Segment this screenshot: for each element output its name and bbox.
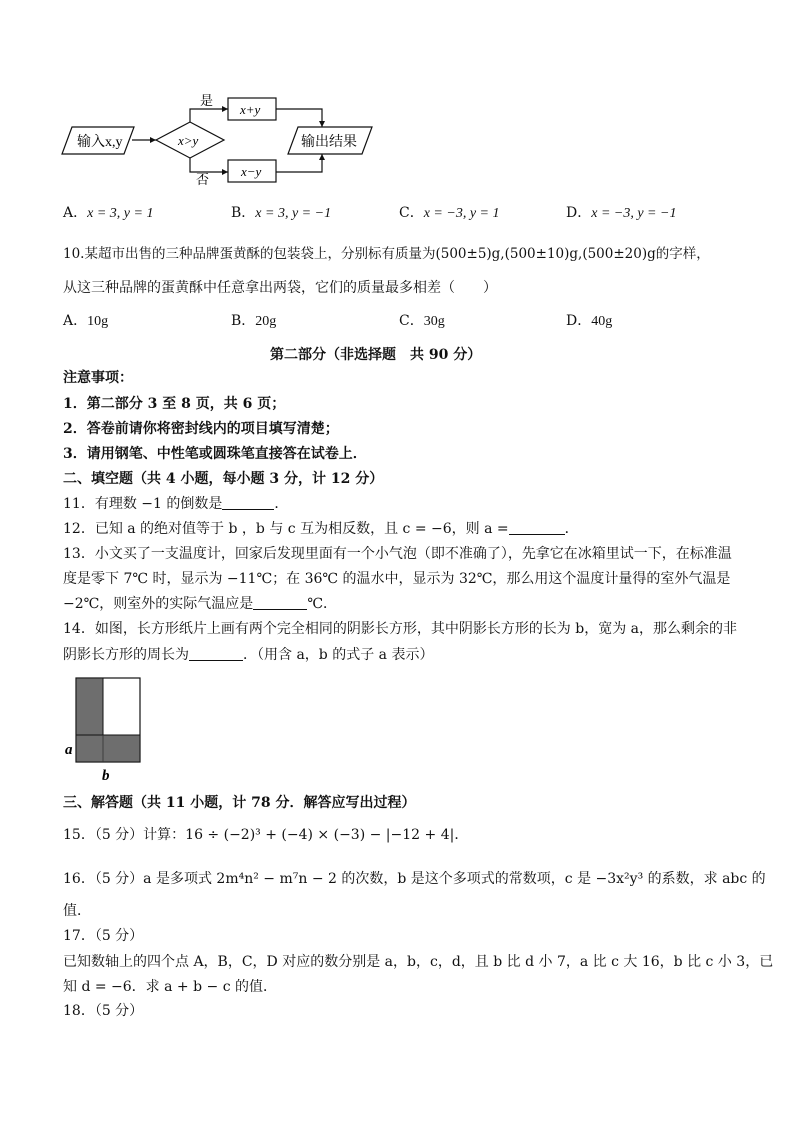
q10-option-a[interactable]: A．10g bbox=[63, 313, 109, 329]
note-1: 1．第二部分 3 至 8 页，共 6 页； bbox=[63, 396, 286, 412]
q17-line1: 已知数轴上的四个点 A，B，C，D 对应的数分别是 a，b，c，d，且 b 比 d 小 7，a 比 c 大 16，b 比 c 小 3，已 bbox=[63, 954, 774, 970]
q17-line2: 知 d = −6．求 a + b − c 的值． bbox=[63, 979, 277, 995]
q13-line3: −2℃，则室外的实际气温应是 ℃． bbox=[63, 596, 337, 612]
q10-option-b[interactable]: B．20g bbox=[231, 313, 277, 329]
q18-head: 18．（5 分） bbox=[63, 1003, 144, 1019]
yes-label: 是 bbox=[200, 93, 214, 108]
q14-line2: 阴影长方形的周长为 ．（用含 a，b 的式子 a 表示） bbox=[63, 647, 434, 663]
q13-line1: 13．小文买了一支温度计，回家后发现里面有一个小气泡（即不准确了），先拿它在冰箱里试一下，在标准温 bbox=[63, 546, 732, 562]
section2-title: 二、填空题（共 4 小题，每小题 3 分，计 12 分） bbox=[63, 471, 384, 487]
output-text: 输出结果 bbox=[301, 135, 357, 150]
q14-figure bbox=[62, 674, 148, 786]
section3-title: 三、解答题（共 11 小题，计 78 分．解答应写出过程） bbox=[63, 795, 416, 811]
q13-answer-blank[interactable] bbox=[253, 595, 307, 610]
sum-text: x+y bbox=[240, 102, 261, 117]
q12-answer-blank[interactable] bbox=[509, 520, 565, 535]
q16-line2: 值． bbox=[63, 903, 91, 919]
q14-line1: 14．如图，长方形纸片上画有两个完全相同的阴影长方形，其中阴影长方形的长为 b，宽为 a，那么剩余的非 bbox=[63, 621, 738, 637]
notice-title: 注意事项： bbox=[63, 370, 133, 386]
fig-label-a: a bbox=[65, 742, 73, 758]
note-2: 2．答卷前请你将密封线内的项目填写清楚； bbox=[63, 421, 339, 437]
q13-line2: 度是零下 7℃ 时，显示为 −11℃；在 36℃ 的温水中，显示为 32℃，那么用这个温度计量得的室外气温是 bbox=[63, 571, 731, 587]
q16-line1: 16．（5 分）a 是多项式 2m⁴n² − m⁷n − 2 的次数，b 是这个多项式的常数项，c 是 −3x²y³ 的系数，求 abc 的 bbox=[63, 871, 766, 887]
q10-line1: 10.某超市出售的三种品牌蛋黄酥的包装袋上，分别标有质量为(500±5)g,(500±10)g,(500±20)g的字样， bbox=[63, 246, 710, 262]
q10-option-d[interactable]: D．40g bbox=[566, 313, 613, 329]
q17-head: 17．（5 分） bbox=[63, 928, 144, 944]
q9-option-b[interactable]: B．x = 3, y = −1 bbox=[231, 205, 332, 221]
q9-option-d[interactable]: D．x = −3, y = −1 bbox=[566, 205, 677, 221]
q9-option-c[interactable]: C．x = −3, y = 1 bbox=[399, 205, 500, 221]
input-text: 输入x,y bbox=[77, 135, 123, 150]
q12: 12．已知 a 的绝对值等于 b ，b 与 c 互为相反数，且 c = −6，则 a = ． bbox=[63, 521, 579, 537]
q9-option-a[interactable]: A．x = 3, y = 1 bbox=[63, 205, 154, 221]
condition-text: x>y bbox=[178, 133, 199, 148]
q14-answer-blank[interactable] bbox=[189, 646, 243, 661]
shaded-rect-horizontal bbox=[76, 735, 140, 762]
q15: 15．（5 分）计算：16 ÷ (−2)³ + (−4) × (−3) − |−12 + 4|． bbox=[63, 827, 469, 843]
flowchart bbox=[60, 92, 390, 190]
q10-line2: 从这三种品牌的蛋黄酥中任意拿出两袋，它们的质量最多相差（ ） bbox=[63, 280, 497, 296]
note-3: 3．请用钢笔、中性笔或圆珠笔直接答在试卷上． bbox=[63, 446, 367, 462]
q11-answer-blank[interactable] bbox=[222, 495, 274, 510]
q10-option-c[interactable]: C．30g bbox=[399, 313, 445, 329]
no-label: 否 bbox=[196, 172, 210, 187]
q11: 11．有理数 −1 的倒数是 ． bbox=[63, 496, 289, 512]
diff-text: x−y bbox=[241, 164, 262, 179]
part2-title: 第二部分（非选择题 共 90 分） bbox=[270, 347, 482, 363]
fig-label-b: b bbox=[102, 768, 110, 784]
